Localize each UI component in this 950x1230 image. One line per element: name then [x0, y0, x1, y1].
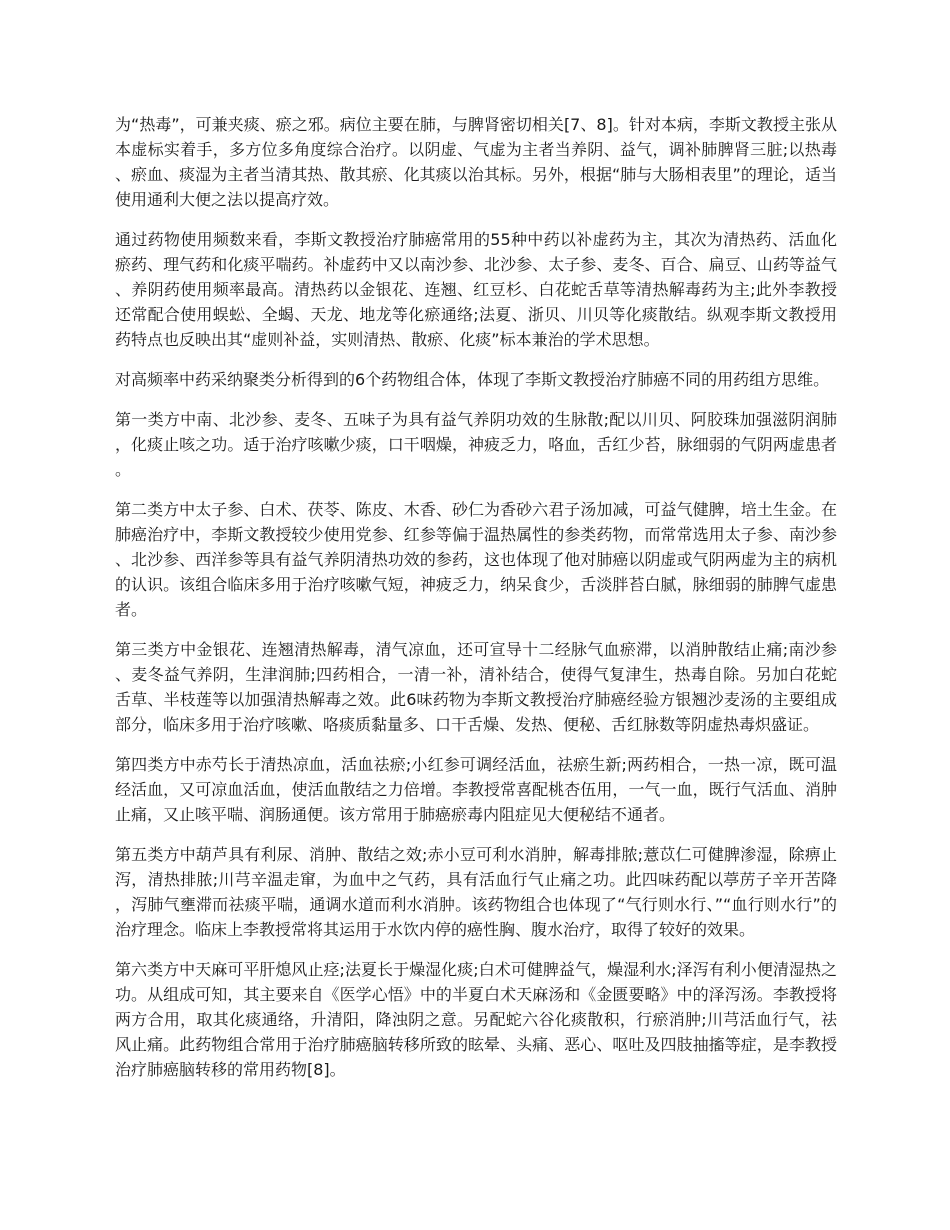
paragraph-7: 第四类方中赤芍长于清热凉血，活血祛瘀;小红参可调经活血，祛瘀生新;两药相合，一热一凉，既可温经活血，又可凉血活血，使活血散结之力倍增。李教授常喜配桃杏伍用，一气一血，既行气活血、消肿止痛，又止咳平喘、润肠通便。该方常用于肺癌瘀毒内阻症见大便秘结不通者。	[115, 755, 837, 824]
paragraph-3: 对高频率中药采纳聚类分析得到的6个药物组合体，体现了李斯文教授治疗肺癌不同的用药组方思维。	[115, 370, 830, 389]
paragraph-1: 为“热毒”，可兼夹痰、瘀之邪。病位主要在肺，与脾肾密切相关[7、8]。针对本病，李斯文教授主张从本虚标实着手，多方位多角度综合治疗。以阴虚、气虚为主者当养阴、益气，调补肺脾肾三脏;以热毒、瘀血、痰湿为主者当清其热、散其瘀、化其痰以治其标。另外，根据“肺与大肠相表里”的理论，适当使用通利大便之法以提高疗效。	[115, 115, 837, 209]
paragraph-6: 第三类方中金银花、连翘清热解毒，清气凉血，还可宣导十二经脉气血瘀滞，以消肿散结止痛;南沙参、麦冬益气养阴，生津润肺;四药相合，一清一补，清补结合，使得气复津生，热毒自除。另加白花蛇舌草、半枝莲等以加强清热解毒之效。此6味药物为李斯文教授治疗肺癌经验方银翘沙麦汤的主要组成部分，临床多用于治疗咳嗽、咯痰质黏量多、口干舌燥、发热、便秘、舌红脉数等阴虚热毒炽盛证。	[115, 640, 837, 734]
paragraph-9: 第六类方中天麻可平肝熄风止痉;法夏长于燥湿化痰;白术可健脾益气，燥湿利水;泽泻有利小便清湿热之功。从组成可知，其主要来自《医学心悟》中的半夏白术天麻汤和《金匮要略》中的泽泻汤。李教授将两方合用，取其化痰通络，升清阳，降浊阴之意。另配蛇六谷化痰散积，行瘀消肿;川芎活血行气，祛风止痛。此药物组合常用于治疗肺癌脑转移所致的眩晕、头痛、恶心、呕吐及四肢抽搐等症，是李教授治疗肺癌脑转移的常用药物[8]。	[115, 960, 837, 1079]
paragraph-2: 通过药物使用频数来看，李斯文教授治疗肺癌常用的55种中药以补虚药为主，其次为清热药、活血化瘀药、理气药和化痰平喘药。补虚药中又以南沙参、北沙参、太子参、麦冬、百合、扁豆、山药等益气、养阴药使用频率最高。清热药以金银花、连翘、红豆杉、白花蛇舌草等清热解毒药为主;此外李教授还常配合使用蜈蚣、全蝎、天龙、地龙等化瘀通络;法夏、浙贝、川贝等化痰散结。纵观李斯文教授用药特点也反映出其“虚则补益，实则清热、散瘀、化痰”标本兼治的学术思想。	[115, 230, 837, 349]
document-page	[115, 112, 837, 1097]
paragraph-4: 第一类方中南、北沙参、麦冬、五味子为具有益气养阴功效的生脉散;配以川贝、阿胶珠加强滋阴润肺，化痰止咳之功。适于治疗咳嗽少痰，口干咽燥，神疲乏力，咯血，舌红少苔，脉细弱的气阴两虚患者。	[115, 410, 837, 479]
paragraph-5: 第二类方中太子参、白术、茯苓、陈皮、木香、砂仁为香砂六君子汤加减，可益气健脾，培土生金。在肺癌治疗中，李斯文教授较少使用党参、红参等偏于温热属性的参类药物，而常常选用太子参、南沙参、北沙参、西洋参等具有益气养阴清热功效的参药，这也体现了他对肺癌以阴虚或气阴两虚为主的病机的认识。该组合临床多用于治疗咳嗽气短，神疲乏力，纳呆食少，舌淡胖苔白腻，脉细弱的肺脾气虚患者。	[115, 500, 837, 619]
paragraph-8: 第五类方中葫芦具有利尿、消肿、散结之效;赤小豆可利水消肿，解毒排脓;薏苡仁可健脾渗湿，除痹止泻，清热排脓;川芎辛温走窜，为血中之气药，具有活血行气止痛之功。此四味药配以葶苈子辛开苦降，泻肺气壅滞而祛痰平喘，通调水道而利水消肿。该药物组合也体现了“气行则水行、”“血行则水行”的治疗理念。临床上李教授常将其运用于水饮内停的癌性胸、腹水治疗，取得了较好的效果。	[115, 845, 837, 939]
